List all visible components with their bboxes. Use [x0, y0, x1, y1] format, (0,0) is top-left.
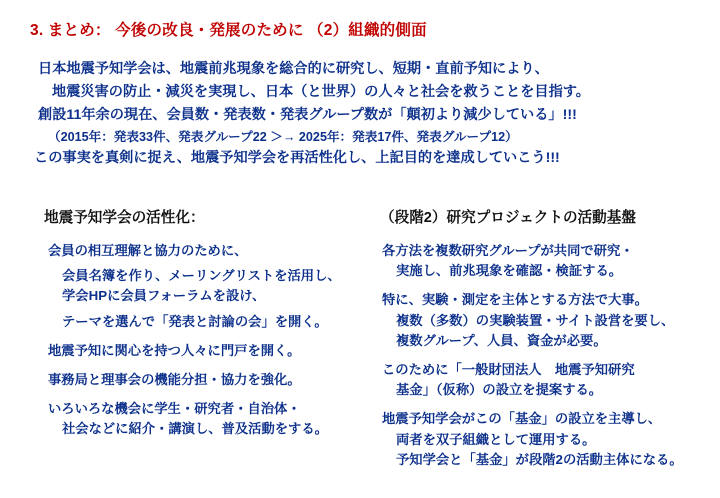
right-column-heading: （段階2）研究プロジェクトの活動基盤 [380, 210, 636, 226]
right-line: 複数（多数）の実験装置・サイト設営を要し、 [396, 312, 675, 328]
right-line: 特に、実験・測定を主体とする方法で大事。 [382, 292, 648, 308]
spacer [382, 351, 720, 360]
intro-line-3: 創設11年余の現在、会員数・発表数・発表グループ数が「顛初より減少している」!!! [38, 107, 577, 123]
page-title: 3. まとめ： 今後の改良・発展のために （2）組織的側面 [30, 22, 427, 39]
spacer [48, 361, 358, 370]
right-line: 各方法を複数研究グループが共同で研究・ [382, 243, 634, 258]
left-line: テーマを選んで「発表と討論の会」を開く。 [62, 313, 328, 329]
intro-line-1: 日本地震予知学会は、地震前兆現象を総合的に研究し、短期・直前予知により、 [38, 61, 549, 77]
left-line: 会員名簿を作り、メーリングリストを活用し、 [62, 268, 341, 284]
spacer [382, 281, 720, 290]
spacer [382, 400, 720, 409]
right-line: 基金」（仮称）の設立を提案する。 [396, 382, 603, 398]
right-line: 予知学会と「基金」が段階2の活動主体になる。 [396, 451, 683, 467]
spacer [48, 390, 358, 399]
right-line: 地震予知学会がこの「基金」の設立を主導し、 [382, 411, 662, 427]
right-line: 複数グループ、人員、資金が必要。 [396, 332, 607, 348]
intro-line-2: 地震災害の防止・減災を実現し、日本（と世界）の人々と社会を救うことを目指す。 [52, 84, 590, 100]
intro-block [30, 58, 695, 170]
left-line: 社会などに紹介・講演し、普及活動をする。 [62, 421, 328, 437]
intro-line-4: （2015年：発表33件、発表グループ22 ＞→ 2025年：発表17件、発表グループ12） [48, 130, 518, 144]
columns [0, 206, 720, 470]
intro-line-5: この事実を真剣に捉え、地震予知学会を再活性化し、上記目的を達成していこう!!! [34, 150, 560, 167]
right-line: 実施し、前兆現象を確認・検証する。 [396, 263, 623, 279]
left-column-heading: 地震予知学会の活性化： [44, 210, 205, 226]
left-line: 事務局と理事会の機能分担・協力を強化。 [48, 372, 301, 388]
right-column [358, 206, 720, 470]
left-column [0, 206, 358, 470]
left-column-body [48, 241, 358, 440]
right-line: このために「一般財団法人 地震予知研究 [382, 362, 635, 378]
spacer [48, 332, 358, 341]
left-line: いろいろな機会に学生・研究者・自治体・ [48, 401, 301, 417]
left-line: 学会HPに会員フォーラムを設け、 [62, 288, 266, 304]
right-column-body [382, 241, 720, 470]
left-line: 地震予知に関心を持つ人々に門戸を開く。 [48, 342, 301, 358]
right-line: 両者を双子組織として運用する。 [396, 431, 596, 447]
left-line: 会員の相互理解と協力のために、 [48, 243, 248, 258]
